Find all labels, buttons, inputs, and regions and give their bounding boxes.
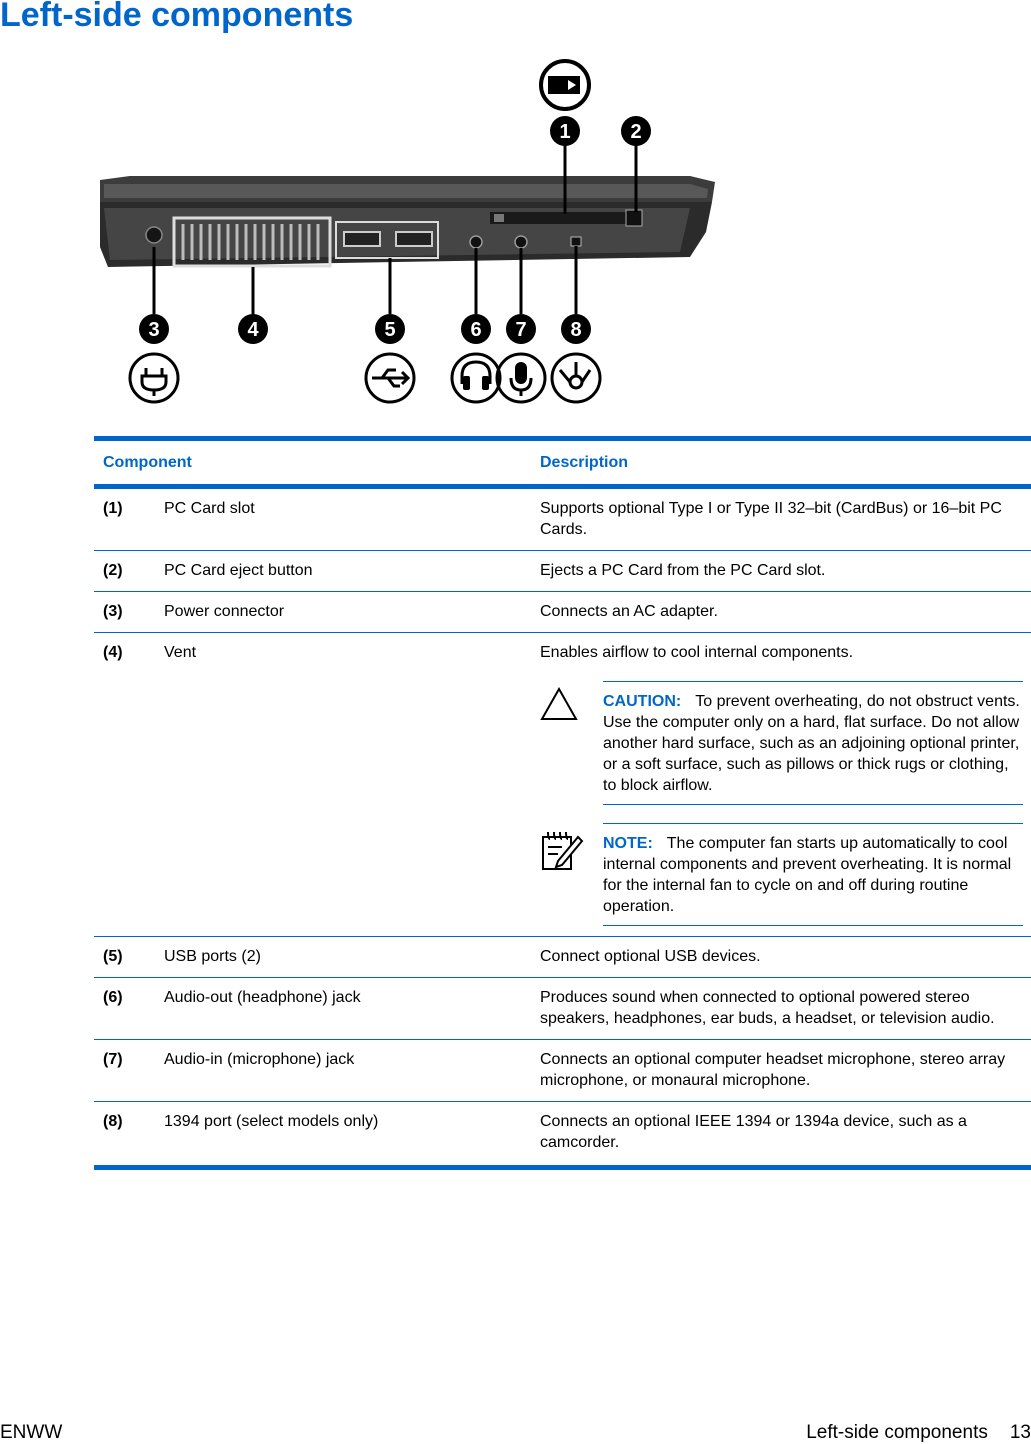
row-number: (8) [94, 1102, 156, 1168]
component-name: Power connector [156, 592, 531, 633]
caution-text: To prevent overheating, do not obstruct vents. Use the computer only on a hard, flat surface. Do not allow another hard surface, such as an adjoining optional printer, or a soft surface, such as pillows or thick rugs or clothing, to block airflow. [603, 693, 1020, 794]
component-name: Vent [156, 633, 531, 937]
table-row [94, 978, 1031, 1040]
footer-section-title: Left-side components [806, 1422, 988, 1443]
laptop-left-side-figure [90, 52, 730, 408]
footer-left: ENWW [0, 1422, 63, 1443]
table-row [94, 633, 1031, 937]
component-name: PC Card slot [156, 487, 531, 551]
component-description: Connect optional USB devices. [531, 937, 1031, 978]
callout-6: 6 [470, 319, 482, 341]
row-number: (4) [94, 633, 156, 937]
ieee1394-icon [552, 354, 600, 402]
callout-8: 8 [570, 319, 582, 341]
vent-description-text: Enables airflow to cool internal components. [540, 644, 854, 661]
component-description: Connects an optional computer headset microphone, stereo array microphone, or monaural microphone. [531, 1040, 1031, 1102]
callout-7: 7 [515, 319, 527, 341]
row-number: (5) [94, 937, 156, 978]
note-text: The computer fan starts up automatically to cool internal components and prevent overheating. It is normal for the internal fan to cycle on and off during routine operation. [603, 835, 1012, 915]
callout-5: 5 [384, 319, 396, 341]
component-name: 1394 port (select models only) [156, 1102, 531, 1168]
component-description: Supports optional Type I or Type II 32–bit (CardBus) or 16–bit PC Cards. [531, 487, 1031, 551]
table-row [94, 937, 1031, 978]
table-row [94, 487, 1031, 551]
component-description: Connects an optional IEEE 1394 or 1394a device, such as a camcorder. [531, 1102, 1031, 1168]
caution-label: CAUTION: [603, 693, 682, 710]
table-row [94, 592, 1031, 633]
table-row [94, 551, 1031, 592]
header-description: Description [531, 439, 1031, 487]
caution-triangle-icon [540, 687, 578, 721]
component-name: PC Card eject button [156, 551, 531, 592]
row-number: (1) [94, 487, 156, 551]
table-row [94, 1040, 1031, 1102]
callout-4: 4 [247, 319, 259, 341]
header-component: Component [94, 439, 531, 487]
footer-right [806, 1422, 1031, 1444]
callout-2: 2 [630, 121, 642, 143]
component-description: Ejects a PC Card from the PC Card slot. [531, 551, 1031, 592]
component-description: Connects an AC adapter. [531, 592, 1031, 633]
row-number: (3) [94, 592, 156, 633]
page-title: Left-side components [0, 0, 354, 34]
table-header-row [94, 439, 1031, 487]
component-name: Audio-out (headphone) jack [156, 978, 531, 1040]
note-pad-icon [540, 829, 584, 873]
callout-3: 3 [148, 319, 160, 341]
component-name: USB ports (2) [156, 937, 531, 978]
note-notice [540, 823, 1023, 926]
components-table [94, 436, 1031, 1170]
page-number: 13 [1009, 1422, 1031, 1443]
row-number: (2) [94, 551, 156, 592]
row-number: (6) [94, 978, 156, 1040]
caution-notice [540, 681, 1023, 805]
component-description: Produces sound when connected to optional powered stereo speakers, headphones, ear buds, a headset, or television audio. [531, 978, 1031, 1040]
row-number: (7) [94, 1040, 156, 1102]
note-label: NOTE: [603, 835, 653, 852]
callout-1: 1 [559, 121, 571, 143]
table-row [94, 1102, 1031, 1168]
component-description [531, 633, 1031, 937]
component-name: Audio-in (microphone) jack [156, 1040, 531, 1102]
